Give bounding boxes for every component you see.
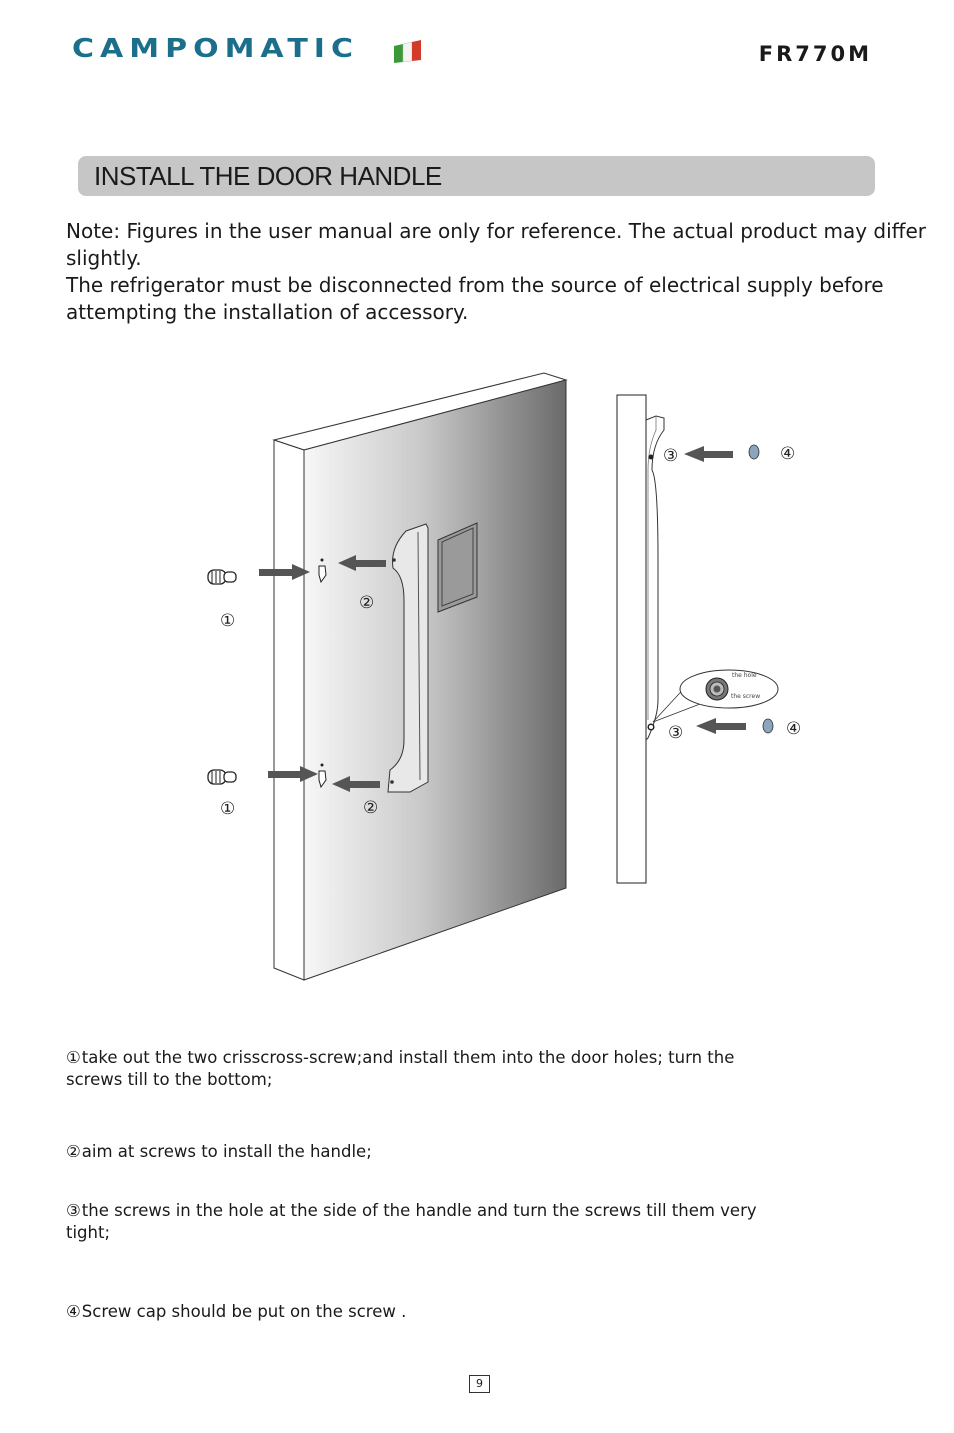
step-2-text: aim at screws to install the handle;	[81, 1142, 372, 1161]
callout-4-top: ④	[780, 444, 796, 464]
section-title: INSTALL THE DOOR HANDLE	[94, 161, 442, 191]
crisscross-screw-top	[208, 570, 236, 584]
step-1	[66, 1047, 786, 1091]
note-block	[66, 218, 936, 326]
callout-2-top: ②	[359, 593, 375, 613]
callout-1-bottom: ①	[220, 799, 236, 819]
step-4-number: ④	[66, 1302, 81, 1321]
step-2-number: ②	[66, 1142, 81, 1161]
callout-3-bottom: ③	[668, 723, 684, 743]
label-the-hole: the hole	[732, 672, 757, 679]
step-1-text: take out the two crisscross-screw;and install them into the door holes; turn the screws till to the bottom;	[66, 1048, 735, 1089]
step-3-number: ③	[66, 1201, 81, 1220]
brand-logo-text: CAMPOMATIC	[72, 34, 359, 64]
step-2	[66, 1141, 786, 1163]
section-header-bar	[78, 156, 875, 196]
callout-1-top: ①	[220, 611, 236, 631]
note-safety: The refrigerator must be disconnected from the source of electrical supply before attempting the installation of accessory.	[66, 273, 884, 324]
page-number: 9	[469, 1375, 490, 1393]
door-side-view	[617, 395, 664, 883]
screw-cap-top	[749, 445, 759, 459]
callout-3-top: ③	[663, 446, 679, 466]
arrow-side-top	[684, 446, 733, 462]
step-3	[66, 1200, 786, 1244]
screw-cap-bottom	[763, 719, 773, 733]
label-the-screw: the screw	[731, 693, 761, 700]
model-number: FR770M	[758, 42, 872, 66]
italian-flag-icon	[392, 40, 422, 64]
hole-detail-callout	[653, 670, 778, 722]
step-4-text: Screw cap should be put on the screw .	[81, 1302, 407, 1321]
step-3-text: the screws in the hole at the side of the handle and turn the screws till them very tight;	[66, 1201, 757, 1242]
note-reference: Note: Figures in the user manual are only for reference. The actual product may differ slightly.	[66, 219, 926, 270]
installation-diagram	[0, 360, 954, 1000]
step-4	[66, 1301, 786, 1323]
callout-2-bottom: ②	[363, 798, 379, 818]
callout-4-bottom: ④	[786, 719, 802, 739]
crisscross-screw-bottom	[208, 770, 236, 784]
arrow-side-bottom	[696, 718, 746, 734]
step-1-number: ①	[66, 1048, 81, 1067]
